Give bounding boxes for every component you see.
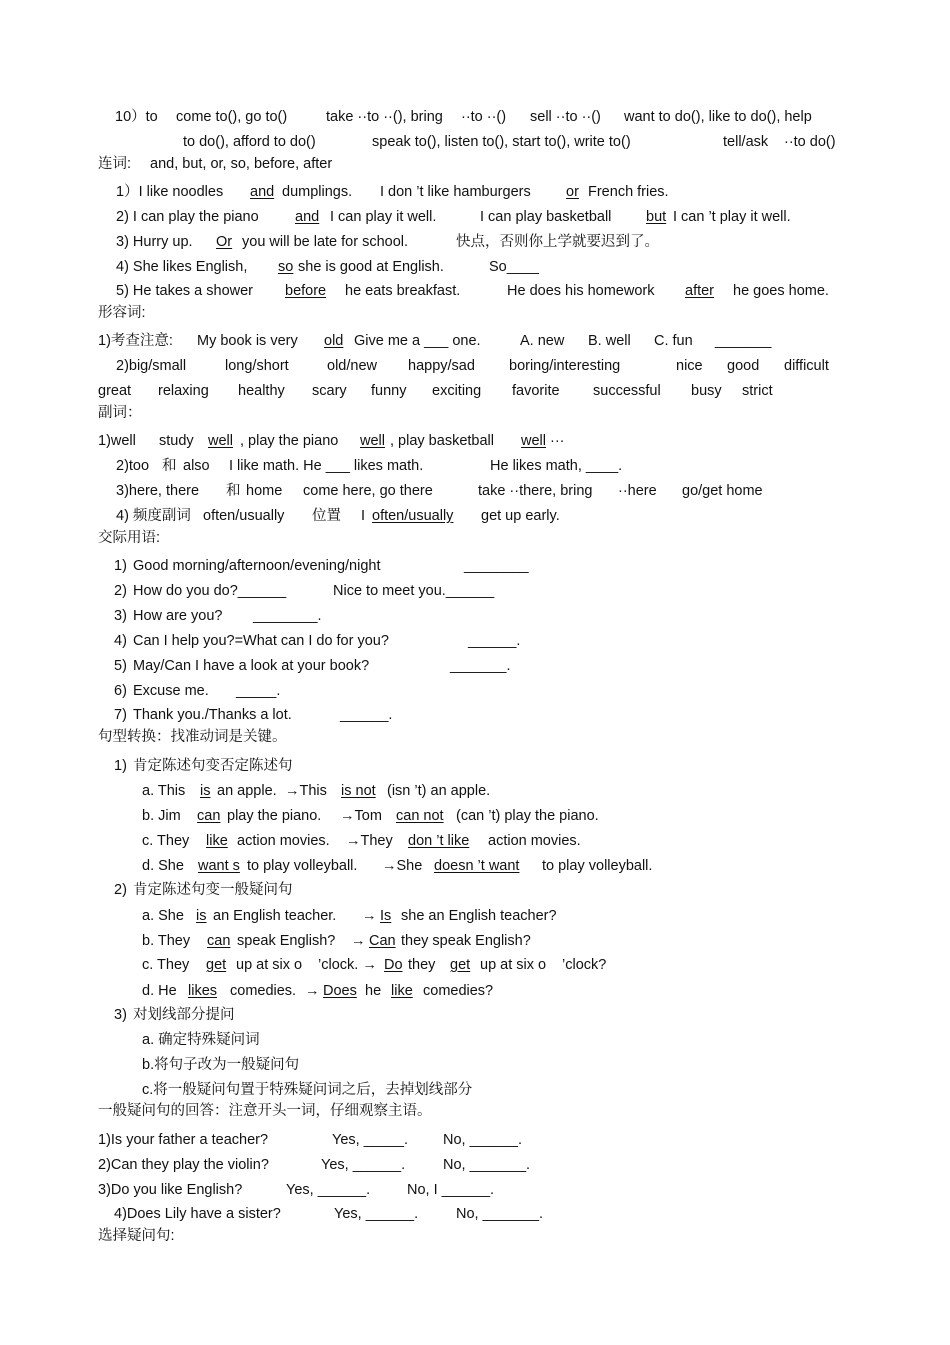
text-segment: C. fun (654, 333, 693, 349)
text-segment: action movies. (488, 833, 581, 849)
text-segment: 快点，否则你上学就要迟到了。 (456, 234, 659, 250)
text-segment: I don ’t like hamburgers (380, 184, 531, 200)
text-segment: (can ’t) play the piano. (456, 808, 599, 824)
underlined-answer: or (566, 184, 579, 200)
text-segment: Excuse me. (133, 683, 209, 699)
underlined-answer: can (197, 808, 221, 824)
text-segment: French fries. (588, 184, 669, 200)
text-segment: a. She (142, 908, 184, 924)
underlined-answer: get (450, 957, 471, 973)
text-segment: 7) (114, 707, 127, 723)
text-segment: study (159, 433, 194, 449)
text-segment: a. This (142, 783, 186, 799)
text-segment: 3)Do you like English? (98, 1182, 243, 1198)
text-segment: old/new (327, 358, 377, 374)
text-segment: ________ (464, 558, 529, 574)
text-segment: Nice to meet you.______ (333, 583, 495, 599)
text-segment: ··here (618, 483, 657, 499)
text-segment: d. She (142, 858, 184, 874)
underlined-answer: Can (369, 933, 396, 949)
text-segment: want to do(), like to do(), help (624, 109, 812, 125)
text-segment: 1) (114, 758, 127, 774)
text-segment: May/Can I have a look at your book? (133, 658, 370, 674)
text-segment: 和 (162, 458, 177, 474)
text-segment: play the piano. (227, 808, 322, 824)
text-segment: 1)Is your father a teacher? (98, 1132, 269, 1148)
text-segment: How do you do?______ (133, 583, 287, 599)
text-segment: an English teacher. (213, 908, 337, 924)
text-segment: boring/interesting (509, 358, 621, 374)
text-segment: 对划线部分提问 (133, 1007, 235, 1023)
text-segment: 肯定陈述句变否定陈述句 (133, 758, 293, 774)
underlined-answer: likes (188, 983, 218, 999)
text-segment: long/short (225, 358, 289, 374)
text-segment: 一般疑问句的回答：注意开头一词，仔细观察主语。 (98, 1103, 432, 1119)
underlined-answer: Does (323, 983, 357, 999)
text-segment: come here, go there (303, 483, 433, 499)
text-segment: →Tom (340, 808, 382, 824)
text-segment: 3) (114, 1007, 127, 1023)
text-segment: , play the piano (240, 433, 339, 449)
underlined-answer: often/usually (372, 508, 454, 524)
text-segment: 1)well (98, 433, 136, 449)
text-segment: A. new (520, 333, 565, 349)
text-segment: get up early. (481, 508, 560, 524)
text-segment: they (408, 957, 436, 973)
text-segment: B. well (588, 333, 631, 349)
underlined-answer: is (200, 783, 211, 799)
underlined-answer: but (646, 209, 667, 225)
underlined-answer: well (208, 433, 233, 449)
text-segment: →She (382, 858, 423, 874)
underlined-answer: like (206, 833, 228, 849)
text-segment: No, _______. (443, 1157, 531, 1173)
text-segment: you will be late for school. (242, 234, 409, 250)
text-segment: Yes, ______. (321, 1157, 406, 1173)
underlined-answer: is (196, 908, 207, 924)
text-segment: 4) She likes English, (116, 259, 248, 275)
text-segment: c. They (142, 833, 190, 849)
text-segment: 1) (114, 558, 127, 574)
text-segment: So____ (489, 259, 539, 275)
underlined-answer: and (295, 209, 320, 225)
text-segment: I can play it well. (330, 209, 437, 225)
text-segment: d. He (142, 983, 177, 999)
underlined-answer: can not (396, 808, 444, 824)
text-segment: 连词: (98, 156, 132, 172)
text-segment: ’clock. → (318, 957, 377, 973)
text-segment: difficult (784, 358, 829, 374)
underlined-answer: can (207, 933, 231, 949)
text-segment: I (361, 508, 366, 524)
text-segment: 3) (114, 608, 127, 624)
underlined-answer: Or (216, 234, 233, 250)
text-segment: dumplings. (282, 184, 353, 200)
text-segment: ··to ··() (461, 109, 507, 125)
text-segment: No, _______. (456, 1206, 544, 1222)
text-segment: comedies. (230, 983, 297, 999)
text-segment: up at six o (236, 957, 303, 973)
text-segment: 4) (114, 633, 127, 649)
text-segment: also (183, 458, 210, 474)
text-segment: He does his homework (507, 283, 655, 299)
text-segment: 2)too (116, 458, 150, 474)
text-segment: I like math. He ___ likes math. (229, 458, 424, 474)
text-segment: up at six o (480, 957, 547, 973)
text-segment: 2) (114, 882, 127, 898)
text-segment: happy/sad (408, 358, 475, 374)
text-segment: tell/ask (723, 134, 769, 150)
text-segment: _____. (236, 683, 281, 699)
text-segment: 形容词: (98, 305, 146, 321)
text-segment: 2) (114, 583, 127, 599)
text-segment: →This (285, 783, 327, 799)
text-segment: speak to(), listen to(), start to(), write to() (372, 134, 631, 150)
text-segment: ··to do() (784, 134, 836, 150)
text-segment: great (98, 383, 132, 399)
text-segment: 和 (226, 483, 241, 499)
text-segment: c.将一般疑问句置于特殊疑问词之后，去掉划线部分 (142, 1082, 473, 1098)
text-segment: Give me a ___ one. (354, 333, 481, 349)
text-segment: to do(), afford to do() (183, 134, 316, 150)
text-segment: home (246, 483, 283, 499)
text-segment: 句型转换：找准动词是关键。 (98, 729, 287, 745)
text-segment: Thank you./Thanks a lot. (133, 707, 292, 723)
text-segment: 1)考查注意: (98, 333, 173, 349)
underlined-answer: so (278, 259, 294, 275)
text-segment: busy (691, 383, 722, 399)
text-segment: take ··to ··(), bring (326, 109, 443, 125)
underlined-answer: well (360, 433, 385, 449)
text-segment: How are you? (133, 608, 223, 624)
text-segment: c. They (142, 957, 190, 973)
text-segment: → (362, 908, 377, 924)
text-segment: 1）I like noodles (116, 184, 224, 200)
text-segment: Yes, ______. (334, 1206, 419, 1222)
underlined-answer: well (521, 433, 546, 449)
text-segment: Good morning/afternoon/evening/night (133, 558, 381, 574)
text-segment: → (305, 983, 320, 999)
text-segment: 位置 (312, 508, 341, 524)
text-segment: , play basketball (390, 433, 494, 449)
text-segment: to play volleyball. (247, 858, 358, 874)
text-segment: come to(), go to() (176, 109, 288, 125)
text-segment: 3)here, there (116, 483, 200, 499)
text-segment: No, ______. (443, 1132, 523, 1148)
text-segment: 4)Does Lily have a sister? (114, 1206, 281, 1222)
text-segment: 肯定陈述句变一般疑问句 (133, 882, 293, 898)
text-segment: 2)Can they play the violin? (98, 1157, 269, 1173)
text-segment: 选择疑问句: (98, 1228, 175, 1244)
text-segment: b. Jim (142, 808, 181, 824)
underlined-answer: Is (380, 908, 392, 924)
text-segment: →They (346, 833, 393, 849)
underlined-answer: like (391, 983, 413, 999)
text-segment: 5) He takes a shower (116, 283, 254, 299)
text-segment: sell ··to ··() (530, 109, 601, 125)
text-segment: to play volleyball. (542, 858, 653, 874)
text-segment: successful (593, 383, 661, 399)
underlined-answer: and (250, 184, 275, 200)
text-segment: ______. (340, 707, 393, 723)
text-segment: good (727, 358, 760, 374)
text-segment: 6) (114, 683, 127, 699)
text-segment: ’clock? (562, 957, 607, 973)
text-segment: healthy (238, 383, 285, 399)
underlined-answer: don ’t like (408, 833, 470, 849)
text-segment: I can ’t play it well. (673, 209, 791, 225)
text-segment: go/get home (682, 483, 763, 499)
text-segment: (isn ’t) an apple. (387, 783, 491, 799)
underlined-answer: want s (198, 858, 240, 874)
text-segment: 5) (114, 658, 127, 674)
text-segment: ______. (468, 633, 521, 649)
text-segment: I can play basketball (480, 209, 612, 225)
text-segment: 副词： (98, 405, 142, 421)
text-segment: he eats breakfast. (345, 283, 461, 299)
text-segment: 2)big/small (116, 358, 187, 374)
text-segment: funny (371, 383, 407, 399)
text-segment: often/usually (203, 508, 285, 524)
text-segment: 10）to (115, 109, 158, 125)
text-segment: scary (312, 383, 347, 399)
text-segment: 4) 频度副词 (116, 508, 191, 524)
text-segment: → (351, 933, 366, 949)
text-segment: 3) Hurry up. (116, 234, 193, 250)
text-segment: a. 确定特殊疑问词 (142, 1032, 260, 1048)
text-segment: My book is very (197, 333, 298, 349)
text-segment: _______ (715, 333, 772, 349)
text-segment: action movies. (237, 833, 330, 849)
text-segment: _______. (450, 658, 511, 674)
text-segment: he goes home. (733, 283, 829, 299)
text-segment: b. They (142, 933, 191, 949)
text-segment: No, I ______. (407, 1182, 495, 1198)
text-segment: relaxing (158, 383, 209, 399)
underlined-answer: doesn ’t want (434, 858, 520, 874)
underlined-answer: old (324, 333, 344, 349)
underlined-answer: is not (341, 783, 376, 799)
underlined-answer: get (206, 957, 227, 973)
text-segment: she an English teacher? (401, 908, 557, 924)
text-segment: comedies? (423, 983, 494, 999)
text-segment: favorite (512, 383, 560, 399)
underlined-answer: after (685, 283, 715, 299)
text-segment: b.将句子改为一般疑问句 (142, 1057, 300, 1073)
underlined-answer: before (285, 283, 327, 299)
text-segment: Yes, _____. (332, 1132, 409, 1148)
text-segment: He likes math, ____. (490, 458, 623, 474)
text-segment: they speak English? (401, 933, 531, 949)
text-segment: take ··there, bring (478, 483, 593, 499)
text-segment: and, but, or, so, before, after (150, 156, 333, 172)
text-segment: nice (676, 358, 703, 374)
text-segment: 交际用语: (98, 530, 161, 546)
underlined-answer: Do (384, 957, 403, 973)
text-segment: exciting (432, 383, 482, 399)
text-segment: speak English? (237, 933, 336, 949)
text-segment: Yes, ______. (286, 1182, 371, 1198)
text-segment: Can I help you?=What can I do for you? (133, 633, 389, 649)
text-segment: ··· (550, 433, 565, 449)
text-segment: 2) I can play the piano (116, 209, 259, 225)
text-segment: she is good at English. (298, 259, 444, 275)
text-segment: ________. (253, 608, 322, 624)
text-segment: he (365, 983, 382, 999)
text-segment: an apple. (217, 783, 277, 799)
text-segment: strict (742, 383, 773, 399)
